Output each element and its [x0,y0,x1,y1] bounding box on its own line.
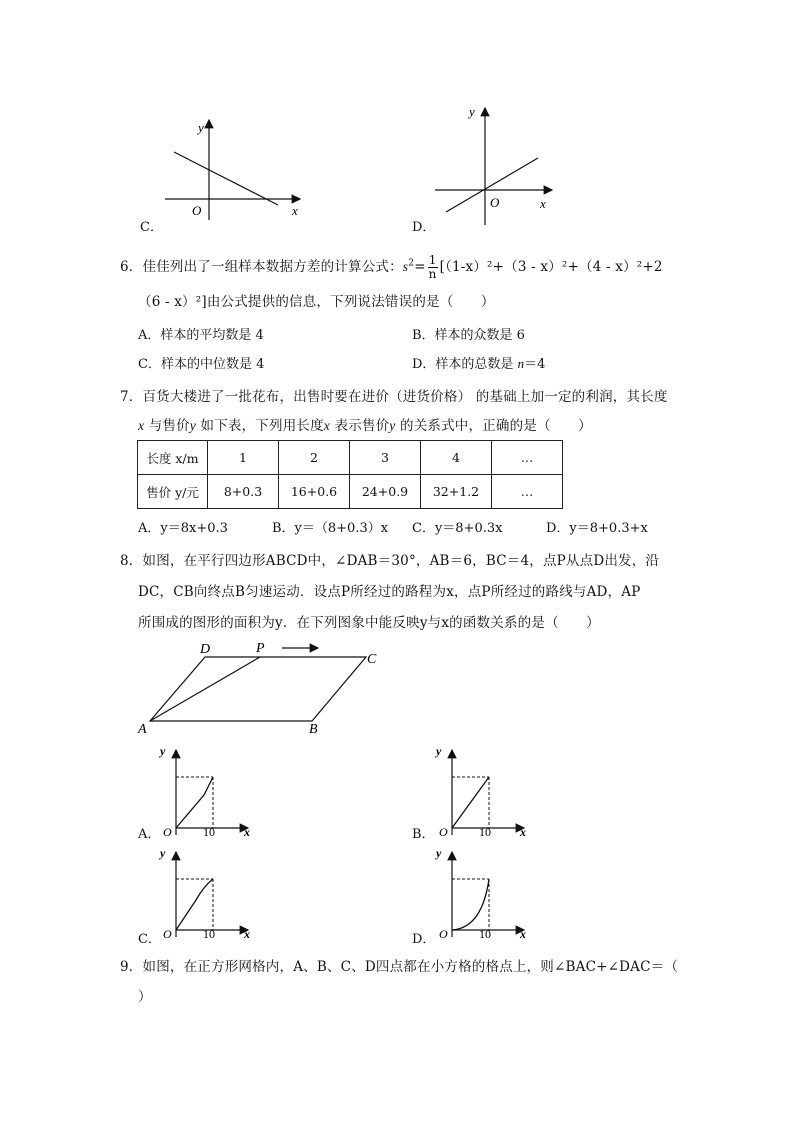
formula-exponent: 2 [408,258,415,269]
table-cell: 1 [208,441,279,475]
q5-option-c: C． [140,220,163,235]
vertex-b-label: B [309,722,318,737]
table-cell: 8+0.3 [208,475,279,509]
q8-graph-c [158,842,258,942]
vertex-a-label: A [138,722,147,737]
parallelogram-abcd [150,657,366,721]
q5-graph-c [160,115,310,225]
q9-stem-line1: 9．如图，在正方形网格内，A、B、C、D四点都在小方格的格点上，则∠BAC+∠DAC＝（ [120,959,679,975]
q8-graph-d [434,842,534,942]
q6-option-c: C．样本的中位数是 4 [138,357,265,372]
vertex-d-label: D [200,642,211,657]
tick-label: 10 [203,825,215,839]
axis-y-label: y [469,104,475,119]
axis-y-label: y [436,744,442,758]
origin-label: O [163,825,172,839]
q8-stem-line2: DC，CB向终点B匀速运动．设点P所经过的路程为x，点P所经过的路线与AD，AP [138,584,641,600]
text: 如下表，下列用长度 [196,418,324,434]
origin-label: O [439,927,448,941]
q6-stem-text: 6．佳佳列出了一组样本数据方差的计算公式： [120,259,403,275]
fraction-denominator: n [428,267,437,281]
axis-x-label: x [244,927,250,941]
q6-stem-line2: （6 - x）²]由公式提供的信息，下列说法错误的是（ ） [138,294,495,310]
origin-label: O [439,825,448,839]
axis-x-label: x [540,196,546,211]
var-x: x [323,418,330,433]
axis-y-label: y [198,120,204,135]
table-header-cell: 长度 x/m [138,441,208,475]
q7-option-a: A．y＝8x+0.3 [138,521,228,536]
table-cell: 16+0.6 [279,475,350,509]
q8-option-d: D． [412,932,436,947]
formula-equals: = [414,259,426,275]
q8-parallelogram-figure [130,635,390,740]
origin-label: O [490,195,500,210]
segment-ap [150,657,260,721]
q6-stem-line1 [120,254,663,281]
table-cell: 32+1.2 [421,475,492,509]
table-cell: 4 [421,441,492,475]
graph-curve [452,777,489,828]
q7-table [137,440,563,509]
q7-stem-line2 [138,414,592,434]
text: 的关系式中，正确的是（ ） [395,418,592,434]
q6-option-a: A．样本的平均数是 4 [138,328,264,343]
q7-option-c: C．y＝8+0.3x [412,521,503,536]
q8-graph-b [434,740,534,840]
formula-rest: [（1-x）²+（3 - x）²+（4 - x）²+2 [439,259,663,275]
graph-curve [452,879,489,930]
table-cell: … [492,441,563,475]
formula-s: s [402,259,409,274]
point-p-label: P [256,641,265,656]
q6-option-d-var: n [517,356,525,371]
formula-fraction [428,254,438,281]
table-row [138,475,563,509]
table-cell: 3 [350,441,421,475]
graph-curve [176,777,213,828]
table-cell: … [492,475,563,509]
q7-stem-line1: 7．百货大楼进了一批花布，出售时要在进价（进货价格） 的基础上加一定的利润，其长度 [120,389,668,405]
q6-option-d [412,353,545,372]
q8-option-c: C． [138,932,161,947]
var-y: y [389,418,396,433]
q8-stem-line3: 所围成的图形的面积为y．在下列图象中能反映y与x的函数关系的是（ ） [138,615,600,631]
tick-label: 10 [479,927,491,941]
axis-y-label: y [160,744,166,758]
graph-line [174,152,278,205]
q5-option-d: D． [412,220,436,235]
origin-label: O [163,927,172,941]
q6-option-b: B．样本的众数是 6 [412,328,525,343]
graph-curve [176,879,213,930]
q6-option-d-value: ＝4 [524,357,546,372]
q5-graph-d [430,100,560,230]
table-header-cell: 售价 y/元 [138,475,208,509]
table-cell: 24+0.9 [350,475,421,509]
q8-option-b: B． [412,827,435,842]
axis-y-label: y [436,846,442,860]
tick-label: 10 [479,825,491,839]
q9-stem-line2: ） [138,989,152,1005]
axis-x-label: x [292,203,298,218]
axis-x-label: x [244,825,250,839]
vertex-c-label: C [367,652,377,667]
axis-x-label: x [520,927,526,941]
q7-option-b: B．y＝（8+0.3）x [272,521,389,536]
var-y: y [189,418,196,433]
fraction-numerator: 1 [428,253,437,267]
text: 表示售价 [330,418,390,434]
text: 与售价 [144,418,190,434]
var-x: x [138,418,145,433]
q6-option-d-text: D．样本的总数是 [412,357,518,372]
table-row [138,441,563,475]
axis-y-label: y [160,846,166,860]
q8-option-a: A． [138,827,161,842]
q7-option-d: D．y＝8+0.3+x [546,521,648,536]
axis-x-label: x [520,825,526,839]
table-cell: 2 [279,441,350,475]
origin-label: O [192,203,202,218]
tick-label: 10 [203,927,215,941]
q8-stem-line1: 8．如图，在平行四边形ABCD中，∠DAB＝30°，AB＝6，BC＝4，点P从点D出发，沿 [120,553,660,569]
q8-graph-a [158,740,258,840]
